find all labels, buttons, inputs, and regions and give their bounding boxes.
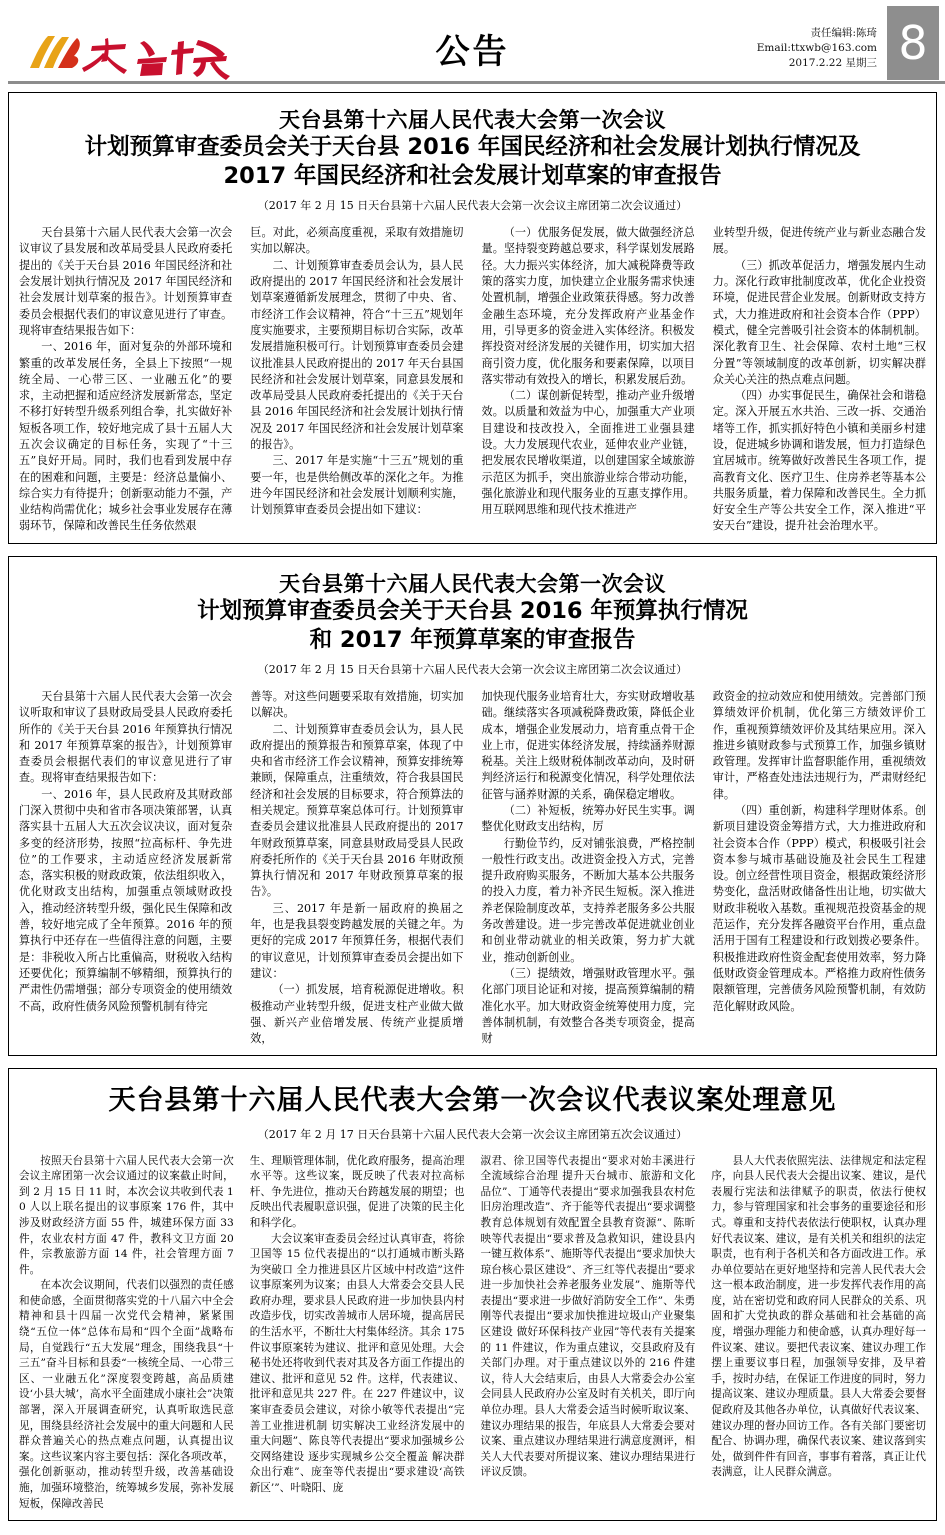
paragraph: 巨。对此，必须高度重视，采取有效措施切实加以解决。 <box>250 226 464 256</box>
paragraph: （一）优服务促发展，做大做强经济总量。坚持裂变跨越总要求，科学谋划发展路径。大力振兴实体经济，加大减税降费等政策的落实力度，加快建立企业服务需求快速处置机制，增强企业政策获得感。努力改善金融生态环境，充分发挥政府产业基金作用，引导更多的资金进入实体经济。积极发挥投资对经济发展的关键作用，切实加大招商引资力度，优化服务和要素保障，以项目落实带动有效投入的增长，积累发展后劲。 <box>481 226 695 386</box>
article-1-subline: （2017 年 2 月 15 日天台县第十六届人民代表大会第一次会议主席团第二次会议通过） <box>257 199 688 213</box>
article-3-subline: （2017 年 2 月 17 日天台县第十六届人民代表大会第一次会议主席团第五次会议通过） <box>257 1127 688 1141</box>
article-1-column-1 <box>19 225 232 535</box>
paragraph: 业转型升级，促进传统产业与新业态融合发展。 <box>712 226 926 256</box>
paragraph: （三）提绩效，增强财政管理水平。强化部门项目论证和对接，提高预算编制的精准化水平。加大财政资金统筹使用力度，完善体制机制，有效整合各类专项资金，提高财 <box>481 966 695 1046</box>
article-2-head <box>19 567 926 683</box>
paragraph: 淑君、徐卫国等代表提出“要求对始丰溪进行全流域综合治理 提升天台城市、旅游和文化品位”、丁通等代表提出“要求加强我县农村危旧房治理改造”、齐于能等代表提出“要求调整教育总体规划有效配置全县教育资源”、陈昕映等代表提出“要求普及急救知识，建设县内一键互救体系”、施斯等代表提出“要求加快大琼台核心景区建设”、齐三红等代表提出“要求进一步加快社会养老服务业发展”、施斯等代表提出“要求进一步做好消防安全工作”、朱勇刚等代表提出“要求加快推进垃圾山产业聚集区建设 做好环保科技产业园”等代表有关提案的 11 件建议，作为重点建议，交县政府及有关部门办理。对于重点建议以外的 216 件建议，待人大会结束后，由县人大常委会办公室会同县人民政府办公室及时有关机关，即厅向单位办理。县人大常委会适当时候听取议案、建议办理结果的报告，年底县人大常委会要对议案、重点建议办理结果进行满意度测评，相关人大代表要对所提议案、建议办理结果进行评议反馈。 <box>480 1154 696 1479</box>
article-1-headline-line1: 天台县第十六届人民代表大会第一次会议 <box>279 108 666 132</box>
article-2-headline-line2: 计划预算审查委员会关于天台县 2016 年预算执行情况 <box>197 598 748 625</box>
article-2 <box>8 556 937 1057</box>
paragraph: 天台县第十六届人民代表大会第一次会议听取和审议了县财政局受县人民政府委托所作的《关于天台县 2016 年预算执行情况和 2017 年预算草案的报告》，计划预算审查委员会根据代表们的审议意见进行了审查。现将审查结果报告如下： <box>19 689 233 785</box>
paragraph: 在本次会议期间，代表们以强烈的责任感和使命感，全面贯彻落实党的十八届六中全会精神和县十四届一次党代会精神，紧紧围绕“五位一体”总体布局和“四个全面”战略布局，自觉践行“五大发展”理念，围绕我县“十三五”奋斗目标和县委“一核统全局、一心带三区、一业融五化”深度裂变跨越，高品质建设‘小县大城’，高水平全面建成小康社会”决策部署，深入开展调查研究，认真听取选民意见，围绕县经济社会发展中的重大问题和人民群众普遍关心的热点难点问题，认真提出议案。这些议案内容主要包括：深化各项改革，强化创新驱动，推动转型升级，改善基础设施，加强环境整治，统筹城乡发展，弥补发展短板，保障改善民 <box>19 1279 234 1510</box>
article-2-column-1 <box>19 689 232 1048</box>
article-2-column-4 <box>713 689 926 1048</box>
article-1-column-4 <box>713 225 926 535</box>
paragraph: 三、2017 年是实施“十三五”规划的重要一年，也是供给侧改革的深化之年。为推进今年国民经济和社会发展计划顺利实施，计划预算审查委员会提出如下建议： <box>250 454 464 517</box>
article-1 <box>8 92 937 544</box>
article-3-headline-line1: 天台县第十六届人民代表大会第一次会议代表议案处理意见 <box>108 1085 837 1117</box>
masthead-divider <box>8 81 945 84</box>
paragraph: 政资金的拉动效应和使用绩效。完善部门预算绩效评价机制，优化第三方绩效评价工作，重视预算绩效评价及其结果应用。深入推进乡镇财政参与式预算工作，加强乡镇财政管理。发挥审计监督职能作用，重视绩效审计，严格查处违法违规行为，严肃财经纪律。 <box>712 689 926 801</box>
article-3-column-1 <box>19 1154 234 1513</box>
date-line: 2017.2.22 星期三 <box>788 57 877 69</box>
paragraph: （二）谋创新促转型，推动产业升级增效。以质量和效益为中心，加强重大产业项目建设和技改投入，全面推进工业强县建设。大力发展现代农业，延伸农业产业链，把发展农民增收渠道，以创建国家全域旅游示范区为抓手，突出旅游业综合带动功能，强化旅游业和现代服务业的互惠支撑作用。用互联网思维和现代技术推进产 <box>481 389 695 517</box>
article-2-column-2 <box>250 689 463 1048</box>
article-3-head <box>19 1079 926 1147</box>
article-3-column-2 <box>250 1154 465 1513</box>
paragraph: 二、计划预算审查委员会认为，县人民政府提出的预算报告和预算草案，体现了中央和省市经济工作会议精神，预算安排统筹兼顾，保障重点，注重绩效，符合我县国民经济和社会发展的目标要求，符合预算法的相关规定。预算草案总体可行。计划预算审查委员会建议批准县人民政府提出的 2017 年财政预算草案，同意县财政局受县人民政府委托所作的《关于天台县 2016 年财政预算执行情况和 2017 年财政预算草案的报告》。 <box>250 722 464 899</box>
masthead <box>0 0 945 92</box>
paragraph: 大会议案审查委员会经过认真审查，将徐卫国等 15 位代表提出的“以打通城市断头路为突破口 全力推进县区片区域中村改造”这件议事原案列为议案；由县人大常委会交县人民政府办理，要求县人民政府进一步加快县内村改造步伐，切实改善城市人居环境，提高居民的生活水平，不断壮大村集体经济。其余 175 件议事原案转为建议、批评和意见处理。大会秘书处还将收到代表对其及各方面工作提出的建议、批评和意见 52 件。这样，代表建议、批评和意见共 227 件。在 227 件建议中，议案审查委员会建议，对徐小敏等代表提出“完善工业推进机制 切实解决工业经济发展中的重大问题”、陈良等代表提出“要求加强城乡公交网络建设 逐步实现城乡公交全覆盖 解决群众出行难”、庞奎等代表提出“要求建设‘高铁新区’”、叶晓阳、庞 <box>249 1232 465 1495</box>
section-title: 公告 <box>435 32 510 72</box>
article-3 <box>8 1068 937 1521</box>
article-1-column-2 <box>250 225 463 535</box>
article-1-column-3 <box>482 225 695 535</box>
article-2-headline-line1: 天台县第十六届人民代表大会第一次会议 <box>279 571 666 596</box>
article-2-headline <box>25 571 920 654</box>
paragraph: 按照天台县第十六届人民代表大会第一次会议主席团第一次会议通过的议案截止时间，到 2 月 15 日 11 时，本次会议共收到代表 10 人以上联名提出的议事原案 176 件，其中涉及财政经济方面 55 件，城建环保方面 33 件，农业农村方面 47 件，教科文卫方面 20 件，宗教旅游方面 14 件，社会管理方面 7 件。 <box>19 1154 234 1276</box>
paragraph: 天台县第十六届人民代表大会第一次会议审议了县发展和改革局受县人民政府委托提出的《关于天台县 2016 年国民经济和社会发展计划执行情况及 2017 年国民经济和社会发展计划草案的报告》。计划预算审查委员会根据代表们的审议意见进行了审查。现将审查结果报告如下： <box>19 226 233 337</box>
email-line: Email:ttxwb@163.com <box>756 42 877 54</box>
article-1-headline <box>25 107 920 190</box>
article-2-columns <box>19 689 926 1048</box>
article-3-columns <box>19 1154 926 1513</box>
article-3-column-3 <box>481 1154 696 1513</box>
article-3-headline <box>25 1083 920 1118</box>
masthead-info <box>757 26 877 71</box>
paragraph: 一、2016 年，面对复杂的外部环境和繁重的改革发展任务，全县上下按照“一规统全局、一心带三区、一业融五化”的要求，主动把握和适应经济发展新常态，坚定不移打好转型升级系列组合拳，扎实做好补短板各项工作，较好地完成了县十五届人大五次会议确定的目标任务，实现了“十三五”良好开局。同时，我们也看到发展中存在的困难和问题，主要是：经济总量偏小、综合实力有待提升；创新驱动能力不强，产业结构尚需优化；城乡社会事业发展存在薄弱环节，保障和改善民生任务依然艰 <box>19 340 233 533</box>
page-body <box>0 92 945 1521</box>
paragraph: （四）重创新，构建科学理财体系。创新项目建设资金筹措方式，大力推进政府和社会资本合作（PPP）模式，积极吸引社会资本参与城市基础设施及社会民生工程建设。创立经营性项目资金，根据政策经济形势变化，盘活财政储备性出让地，切实做大财政非税收入基数。重视规范投资基金的规范运作，充分发挥各融资平台作用，重点盘活用于国有工程建设和行政划拨必要条件。积极推进政府性资金配套使用效率，努力降低财政资金管理成本。严格推力政府性债务限额管理，完善债务风险预警机制，有效防范化解财政风险。 <box>712 804 926 1013</box>
article-3-column-4 <box>711 1154 926 1513</box>
paragraph: （一）抓发展，培育税源促进增收。积极推动产业转型升级，促进支柱产业做大做强、新兴产业倍增发展、传统产业提质增效， <box>250 983 464 1046</box>
paragraph: 二、计划预算审查委员会认为，县人民政府提出的 2017 年国民经济和社会发展计划草案遵循新发展理念，贯彻了中央、省、市经济工作会议精神，符合“十三五”规划年度实施要求，主要预期目标切合实际，改革发展措施积极可行。计划预算审查委员会建议批准县人民政府提出的 2017 年天台县国民经济和社会发展计划草案，同意县发展和改革局受县人民政府委托提出的《关于天台县 2016 年国民经济和社会发展计划执行情况及 2017 年国民经济和社会发展计划草案的报告》。 <box>250 258 464 451</box>
article-1-headline-line2: 计划预算审查委员会关于天台县 2016 年国民经济和社会发展计划执行情况及 <box>84 134 861 161</box>
paragraph: 善等。对这些问题要采取有效措施，切实加以解决。 <box>250 689 464 720</box>
paragraph: 一、2016 年，县人民政府及其财政部门深入贯彻中央和省市各项决策部署，认真落实县十五届人大五次会议决议，面对复杂多变的经济形势，按照“拉高标杆、争先进位”的工作要求，主动适应经济发展新常态，落实积极的财政政策，依法组织收入，优化财政支出结构，加强重点领域财政投入，推动经济转型升级，强化民生保障和改善，较好地完成了全年预算。2016 年的预算执行中还存在一些值得注意的问题，主要是：非税收入所占比重偏高，财税收入结构还要优化；预算编制不够精细，预算执行的严肃性仍需增强；部分专项资金的使用绩效不高，政府性债务风险预警机制有待完 <box>19 787 233 1013</box>
article-2-headline-line3: 和 2017 年预算草案的审查报告 <box>309 626 636 653</box>
page-number: 8 <box>887 6 939 80</box>
article-1-headline-line3: 2017 年国民经济和社会发展计划草案的审查报告 <box>223 162 722 189</box>
article-2-subline: （2017 年 2 月 15 日天台县第十六届人民代表大会第一次会议主席团第二次会议通过） <box>257 662 688 676</box>
article-1-head <box>19 103 926 219</box>
editor-line: 责任编辑:陈琦 <box>810 27 877 39</box>
paragraph: 行勤俭节约，反对铺张浪费，严格控制一般性行政支出。改进资金投入方式，完善提升政府购买服务，不断加大基本公共服务的投入力度，着力补齐民生短板。深入推进养老保险制度改革，支持养老服务多公共服务改善建设。进一步完善改革促进就业创业和创业带动就业的相关政策，努力扩大就业，推动创新创业。 <box>481 836 695 964</box>
paragraph: （二）补短板，统筹办好民生实事。调整优化财政支出结构，厉 <box>481 804 695 834</box>
paragraph: 县人大代表依照宪法、法律规定和法定程序，向县人民代表大会提出议案、建议，是代表履行宪法和法律赋予的职责，依法行使权力，参与管理国家和社会事务的重要途径和形式。尊重和支持代表依法行使职权，认真办理好代表议案、建议，是有关机关和组织的法定职责，也有利于各机关和各方面改进工作。承办单位要站在更好地坚持和完善人民代表大会这一根本政治制度，进一步发挥代表作用的高度，站在密切党和政府同人民群众的关系、巩固和扩大党执政的群众基础和社会基础的高度，增强办理能力和使命感，认真办理好每一件议案、建议。要把代表议案、建议办理工作摆上重要议事日程，加强领导安排，及早着手，按时办结，在保证工作进度的同时，努力提高议案、建议办理质量。县人大常委会要督促政府及其他各办单位，认真做好代表议案、建议办理的督办回访工作。各有关部门要密切配合、协调办理，确保代表议案、建议落到实处，做到件件有回音，事事有着落，真正让代表满意，让人民群众满意。 <box>711 1154 926 1479</box>
paragraph: 生、理顺管理体制，优化政府服务，提高治理水平等。这些议案，既反映了代表对拉高标杆、争先进位，推动天台跨越发展的期望；也反映出代表履职意识强，促进了决策的民主化和科学化。 <box>249 1154 465 1229</box>
paragraph: 加快现代服务业培育壮大，夯实财政增收基础。继续落实各项减税降费政策，降低企业成本，增强企业发展动力，培育重点骨干企业上市，促进实体经济发展，持续涵养财源税基。关注上级财税体制改革动向，及时研判经济运行和税源变化情况，科学处理依法征管与涵养财源的关系，确保稳定增收。 <box>481 689 695 801</box>
article-2-column-3 <box>482 689 695 1048</box>
paragraph: 三、2017 年是新一届政府的换届之年，也是我县裂变跨越发展的关键之年。为更好的完成 2017 年预算任务，根据代表们的审议意见，计划预算审查委员会提出如下建议： <box>250 901 464 980</box>
paragraph: （三）抓改革促活力，增强发展内生动力。深化行政审批制度改革，优化企业投资环境，促进民营企业发展。创新财政支持方式，大力推进政府和社会资本合作（PPP）模式，健全完善吸引社会资本的体制机制。深化教育卫生、社会保障、农村土地“三权分置”等领域制度的改革创新，切实解决群众关心关注的热点难点问题。 <box>712 258 926 386</box>
paragraph: （四）办实事促民生，确保社会和谐稳定。深入开展五水共治、三改一拆、交通治堵等工作，抓实抓好特色小镇和美丽乡村建设，促进城乡协调和谐发展，恒力打造绿色宜居城市。统筹做好改善民生各项工作，提高教育文化、医疗卫生、住房养老等基本公共服务质量，着力保障和改善民生。全力抓好安全生产等公共安全工作，深入推进“平安天台”建设，提升社会治理水平。 <box>712 389 926 533</box>
article-1-columns <box>19 225 926 535</box>
